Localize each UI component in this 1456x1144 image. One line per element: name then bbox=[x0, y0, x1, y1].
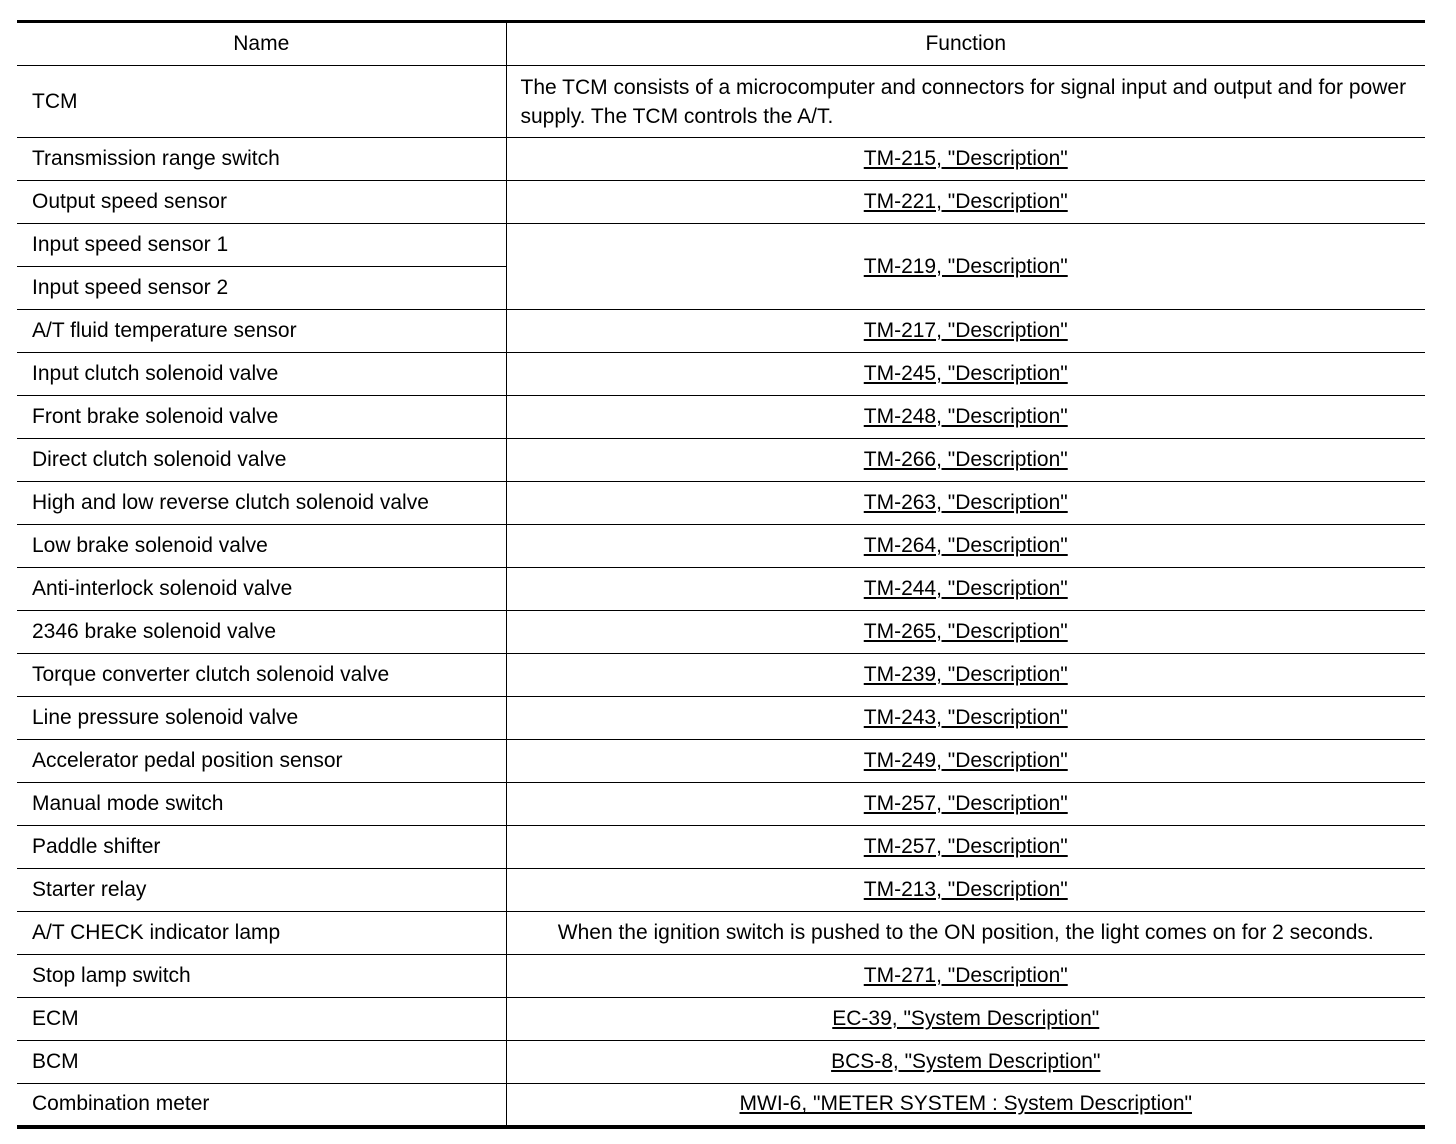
description-link[interactable]: TM-239, "Description" bbox=[863, 663, 1068, 686]
table-row bbox=[17, 1041, 1425, 1084]
function-cell bbox=[506, 353, 1425, 396]
description-link[interactable]: TM-257, "Description" bbox=[863, 835, 1068, 858]
component-name: Stop lamp switch bbox=[17, 955, 506, 998]
component-name: Torque converter clutch solenoid valve bbox=[17, 654, 506, 697]
function-cell bbox=[506, 138, 1425, 181]
function-cell bbox=[506, 654, 1425, 697]
function-cell bbox=[506, 955, 1425, 998]
function-cell bbox=[506, 181, 1425, 224]
component-name: Combination meter bbox=[17, 1084, 506, 1127]
component-name: Input speed sensor 2 bbox=[17, 267, 506, 310]
table-row bbox=[17, 654, 1425, 697]
table-row bbox=[17, 783, 1425, 826]
component-name: Anti-interlock solenoid valve bbox=[17, 568, 506, 611]
function-cell bbox=[506, 783, 1425, 826]
description-link[interactable]: TM-213, "Description" bbox=[863, 878, 1068, 901]
component-name: Manual mode switch bbox=[17, 783, 506, 826]
function-cell bbox=[506, 869, 1425, 912]
table-row bbox=[17, 224, 1425, 267]
table-row bbox=[17, 826, 1425, 869]
function-cell bbox=[506, 482, 1425, 525]
component-function-table bbox=[17, 20, 1425, 1129]
description-link[interactable]: TM-217, "Description" bbox=[863, 319, 1068, 342]
function-cell bbox=[506, 525, 1425, 568]
component-name: Starter relay bbox=[17, 869, 506, 912]
description-link[interactable]: TM-219, "Description" bbox=[863, 254, 1068, 278]
component-name: A/T fluid temperature sensor bbox=[17, 310, 506, 353]
table-row bbox=[17, 439, 1425, 482]
component-name: Transmission range switch bbox=[17, 138, 506, 181]
function-cell bbox=[506, 826, 1425, 869]
table-header-row bbox=[17, 22, 1425, 66]
table-row bbox=[17, 697, 1425, 740]
component-name: ECM bbox=[17, 998, 506, 1041]
description-link[interactable]: TM-271, "Description" bbox=[863, 964, 1068, 987]
table-row bbox=[17, 998, 1425, 1041]
table-row bbox=[17, 568, 1425, 611]
table-row bbox=[17, 740, 1425, 783]
table-row bbox=[17, 1084, 1425, 1127]
component-name: Low brake solenoid valve bbox=[17, 525, 506, 568]
description-link[interactable]: TM-221, "Description" bbox=[863, 190, 1068, 213]
description-link[interactable]: TM-215, "Description" bbox=[863, 147, 1068, 170]
component-name: Direct clutch solenoid valve bbox=[17, 439, 506, 482]
table-row bbox=[17, 181, 1425, 224]
description-link[interactable]: TM-265, "Description" bbox=[863, 620, 1068, 643]
component-name: Accelerator pedal position sensor bbox=[17, 740, 506, 783]
function-cell bbox=[506, 439, 1425, 482]
description-link[interactable]: TM-244, "Description" bbox=[863, 577, 1068, 600]
description-link[interactable]: MWI-6, "METER SYSTEM : System Description" bbox=[739, 1092, 1192, 1116]
description-link[interactable]: TM-257, "Description" bbox=[863, 792, 1068, 815]
name-column-header: Name bbox=[17, 22, 506, 66]
function-cell bbox=[506, 224, 1425, 310]
component-name: Line pressure solenoid valve bbox=[17, 697, 506, 740]
component-name: Input clutch solenoid valve bbox=[17, 353, 506, 396]
component-name: High and low reverse clutch solenoid valve bbox=[17, 482, 506, 525]
table-row bbox=[17, 525, 1425, 568]
function-column-header: Function bbox=[506, 22, 1425, 66]
description-link[interactable]: TM-266, "Description" bbox=[863, 448, 1068, 471]
component-name: A/T CHECK indicator lamp bbox=[17, 912, 506, 955]
function-text: The TCM consists of a microcomputer and connectors for signal input and output and for power supply. The TCM controls the A/T. bbox=[506, 66, 1425, 138]
description-link[interactable]: TM-264, "Description" bbox=[863, 534, 1068, 557]
function-cell bbox=[506, 740, 1425, 783]
function-cell bbox=[506, 1084, 1425, 1127]
function-text: When the ignition switch is pushed to the ON position, the light comes on for 2 seconds. bbox=[506, 912, 1425, 955]
function-cell bbox=[506, 1041, 1425, 1084]
function-cell bbox=[506, 998, 1425, 1041]
table-row bbox=[17, 611, 1425, 654]
table-row bbox=[17, 353, 1425, 396]
table-row bbox=[17, 138, 1425, 181]
function-cell bbox=[506, 611, 1425, 654]
component-name: Paddle shifter bbox=[17, 826, 506, 869]
component-name: Front brake solenoid valve bbox=[17, 396, 506, 439]
component-name: Input speed sensor 1 bbox=[17, 224, 506, 267]
description-link[interactable]: TM-249, "Description" bbox=[863, 749, 1068, 772]
table-row bbox=[17, 310, 1425, 353]
table-row bbox=[17, 955, 1425, 998]
description-link[interactable]: TM-245, "Description" bbox=[863, 362, 1068, 385]
component-name: BCM bbox=[17, 1041, 506, 1084]
description-link[interactable]: TM-248, "Description" bbox=[863, 405, 1068, 428]
component-name: TCM bbox=[17, 66, 506, 138]
function-cell bbox=[506, 568, 1425, 611]
description-link[interactable]: BCS-8, "System Description" bbox=[831, 1050, 1101, 1073]
table-row bbox=[17, 396, 1425, 439]
function-cell bbox=[506, 697, 1425, 740]
table-row bbox=[17, 912, 1425, 955]
table-row bbox=[17, 869, 1425, 912]
function-cell bbox=[506, 396, 1425, 439]
table-row bbox=[17, 66, 1425, 138]
component-name: 2346 brake solenoid valve bbox=[17, 611, 506, 654]
function-cell bbox=[506, 310, 1425, 353]
description-link[interactable]: TM-243, "Description" bbox=[863, 706, 1068, 729]
table-row bbox=[17, 482, 1425, 525]
description-link[interactable]: TM-263, "Description" bbox=[863, 491, 1068, 514]
description-link[interactable]: EC-39, "System Description" bbox=[832, 1007, 1100, 1030]
component-name: Output speed sensor bbox=[17, 181, 506, 224]
